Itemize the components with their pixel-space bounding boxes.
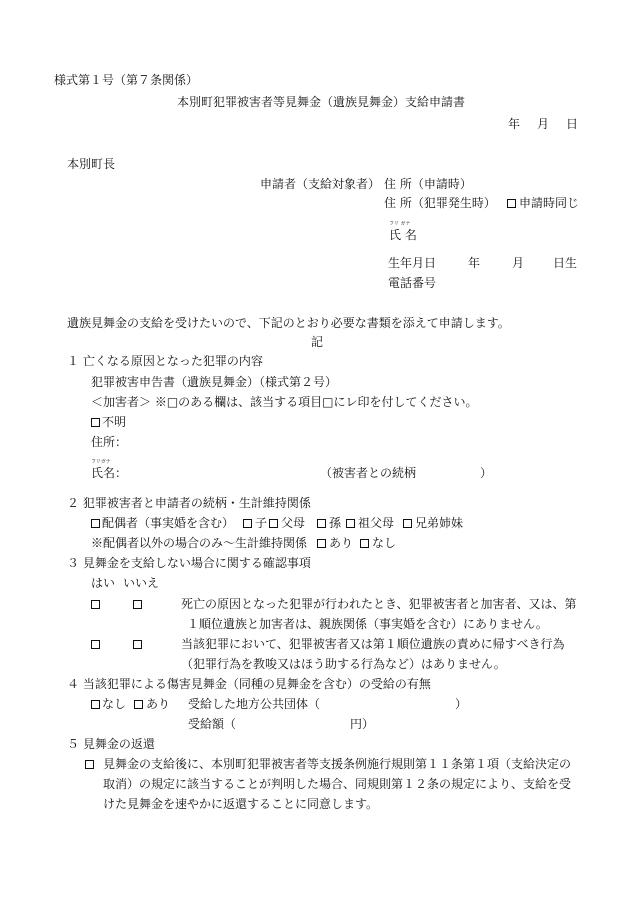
sibling-checkbox[interactable]	[403, 519, 412, 528]
item1-yes-checkbox[interactable]	[91, 600, 100, 609]
item1-line1: 死亡の原因となった犯罪が行われたとき、犯罪被害者と加害者、又は、第	[181, 597, 577, 611]
section5-heading: ５ 見舞金の返還	[67, 737, 155, 751]
relation-open: （被害者との続柄	[320, 466, 417, 480]
grandparent-label: 祖父母	[358, 516, 395, 530]
granting-body-open: 受給した地方公共団体（	[188, 697, 321, 711]
spouse-label: 配偶者（事実婚を含む）	[102, 516, 235, 530]
spouse-checkbox[interactable]	[91, 519, 100, 528]
parent-checkbox[interactable]	[269, 519, 278, 528]
date-month-label: 月	[537, 117, 550, 131]
consent-checkbox[interactable]	[85, 760, 94, 769]
no-column-header: いいえ	[123, 576, 160, 590]
consent-line3: けた見舞金を速やかに返還することに同意します。	[103, 797, 379, 811]
injury-yes-label: あり	[146, 697, 171, 711]
date-day-label: 日	[566, 117, 579, 131]
applicant-name-label: 氏 名	[389, 228, 417, 242]
unknown-checkbox[interactable]	[91, 418, 100, 427]
consent-line1: 見舞金の支給後に、本別町犯罪被害者等支援条例施行規則第１１条第１項（支給決定の	[103, 757, 572, 771]
form-number: 様式第１号（第７条関係）	[54, 73, 199, 87]
grandchild-checkbox[interactable]	[317, 519, 326, 528]
item1-line2: １順位遺族と加害者は、親族関係（事実婚を含む）にありません。	[187, 617, 548, 631]
perpetrator-address-label: 住所：	[91, 435, 128, 449]
birth-year-label: 年	[468, 256, 481, 270]
address-at-crime-label: 住 所（犯罪発生時）	[384, 196, 496, 210]
perpetrator-name-furigana: フリガナ	[91, 459, 111, 465]
child-checkbox[interactable]	[243, 519, 252, 528]
addressee: 本別町長	[67, 157, 116, 171]
applicant-name-furigana: フリ ガナ	[389, 221, 411, 227]
intro-text: 遺族見舞金の支給を受けたいので、下記のとおり必要な書類を添えて申請します。	[67, 316, 510, 330]
injury-none-checkbox[interactable]	[91, 700, 100, 709]
perpetrator-note: ＜加害者＞ ※□のある欄は、該当する項目□にレ印を付してください。	[91, 395, 478, 409]
birth-day-label: 日生	[553, 256, 578, 270]
sibling-label: 兄弟姉妹	[415, 516, 464, 530]
grandchild-label: 孫	[329, 516, 342, 530]
item2-yes-checkbox[interactable]	[91, 640, 100, 649]
birth-month-label: 月	[512, 256, 525, 270]
section4-heading: ４ 当該犯罪による傷害見舞金（同種の見舞金を含む）の受給の有無	[67, 677, 431, 691]
section2-heading: ２ 犯罪被害者と申請者の続柄・生計維持関係	[67, 496, 311, 510]
livelihood-no-label: なし	[372, 536, 397, 550]
item1-no-checkbox[interactable]	[133, 600, 142, 609]
livelihood-no-checkbox[interactable]	[360, 539, 369, 548]
granting-body-close: ）	[455, 697, 468, 711]
same-as-application-checkbox[interactable]	[507, 199, 516, 208]
relation-close: ）	[480, 466, 493, 480]
livelihood-yes-checkbox[interactable]	[317, 539, 326, 548]
livelihood-yes-label: あり	[329, 536, 354, 550]
grandparent-checkbox[interactable]	[346, 519, 355, 528]
consent-line2: 取消）の規定に該当することが判明した場合、同規則第１２条の規定により、支給を受	[103, 777, 572, 791]
section3-heading: ３ 見舞金を支給しない場合に関する確認事項	[67, 556, 311, 570]
parent-label: 父母	[281, 516, 306, 530]
same-as-application-label: 申請時同じ	[519, 196, 580, 210]
phone-label: 電話番号	[388, 276, 437, 290]
item2-no-checkbox[interactable]	[133, 640, 142, 649]
amount-open: 受給額（	[188, 717, 237, 731]
section1-heading: １ 亡くなる原因となった犯罪の内容	[67, 354, 263, 368]
date-year-label: 年	[508, 117, 521, 131]
item2-line1: 当該犯罪において、犯罪被害者又は第１順位遺族の責めに帰すべき行為	[181, 637, 565, 651]
amount-close: 円）	[350, 717, 375, 731]
child-label: 子	[255, 516, 268, 530]
ki-heading: 記	[311, 335, 324, 349]
address-label: 住 所（申請時）	[384, 177, 472, 191]
injury-none-label: なし	[102, 697, 127, 711]
crime-report-reference: 犯罪被害申告書（遺族見舞金）（様式第２号）	[91, 375, 338, 389]
applicant-label: 申請者（支給対象者）	[260, 177, 381, 191]
yes-column-header: はい	[91, 576, 116, 590]
form-title: 本別町犯罪被害者等見舞金（遺族見舞金）支給申請書	[177, 95, 466, 109]
livelihood-note: ※配偶者以外の場合のみ〜生計維持関係	[91, 536, 308, 550]
unknown-label: 不明	[102, 415, 127, 429]
perpetrator-name-label: 氏名：	[91, 466, 128, 480]
birth-date-label: 生年月日	[388, 256, 437, 270]
injury-yes-checkbox[interactable]	[134, 700, 143, 709]
item2-line2: （犯罪行為を教唆又はほう助する行為など）はありません。	[181, 657, 506, 671]
